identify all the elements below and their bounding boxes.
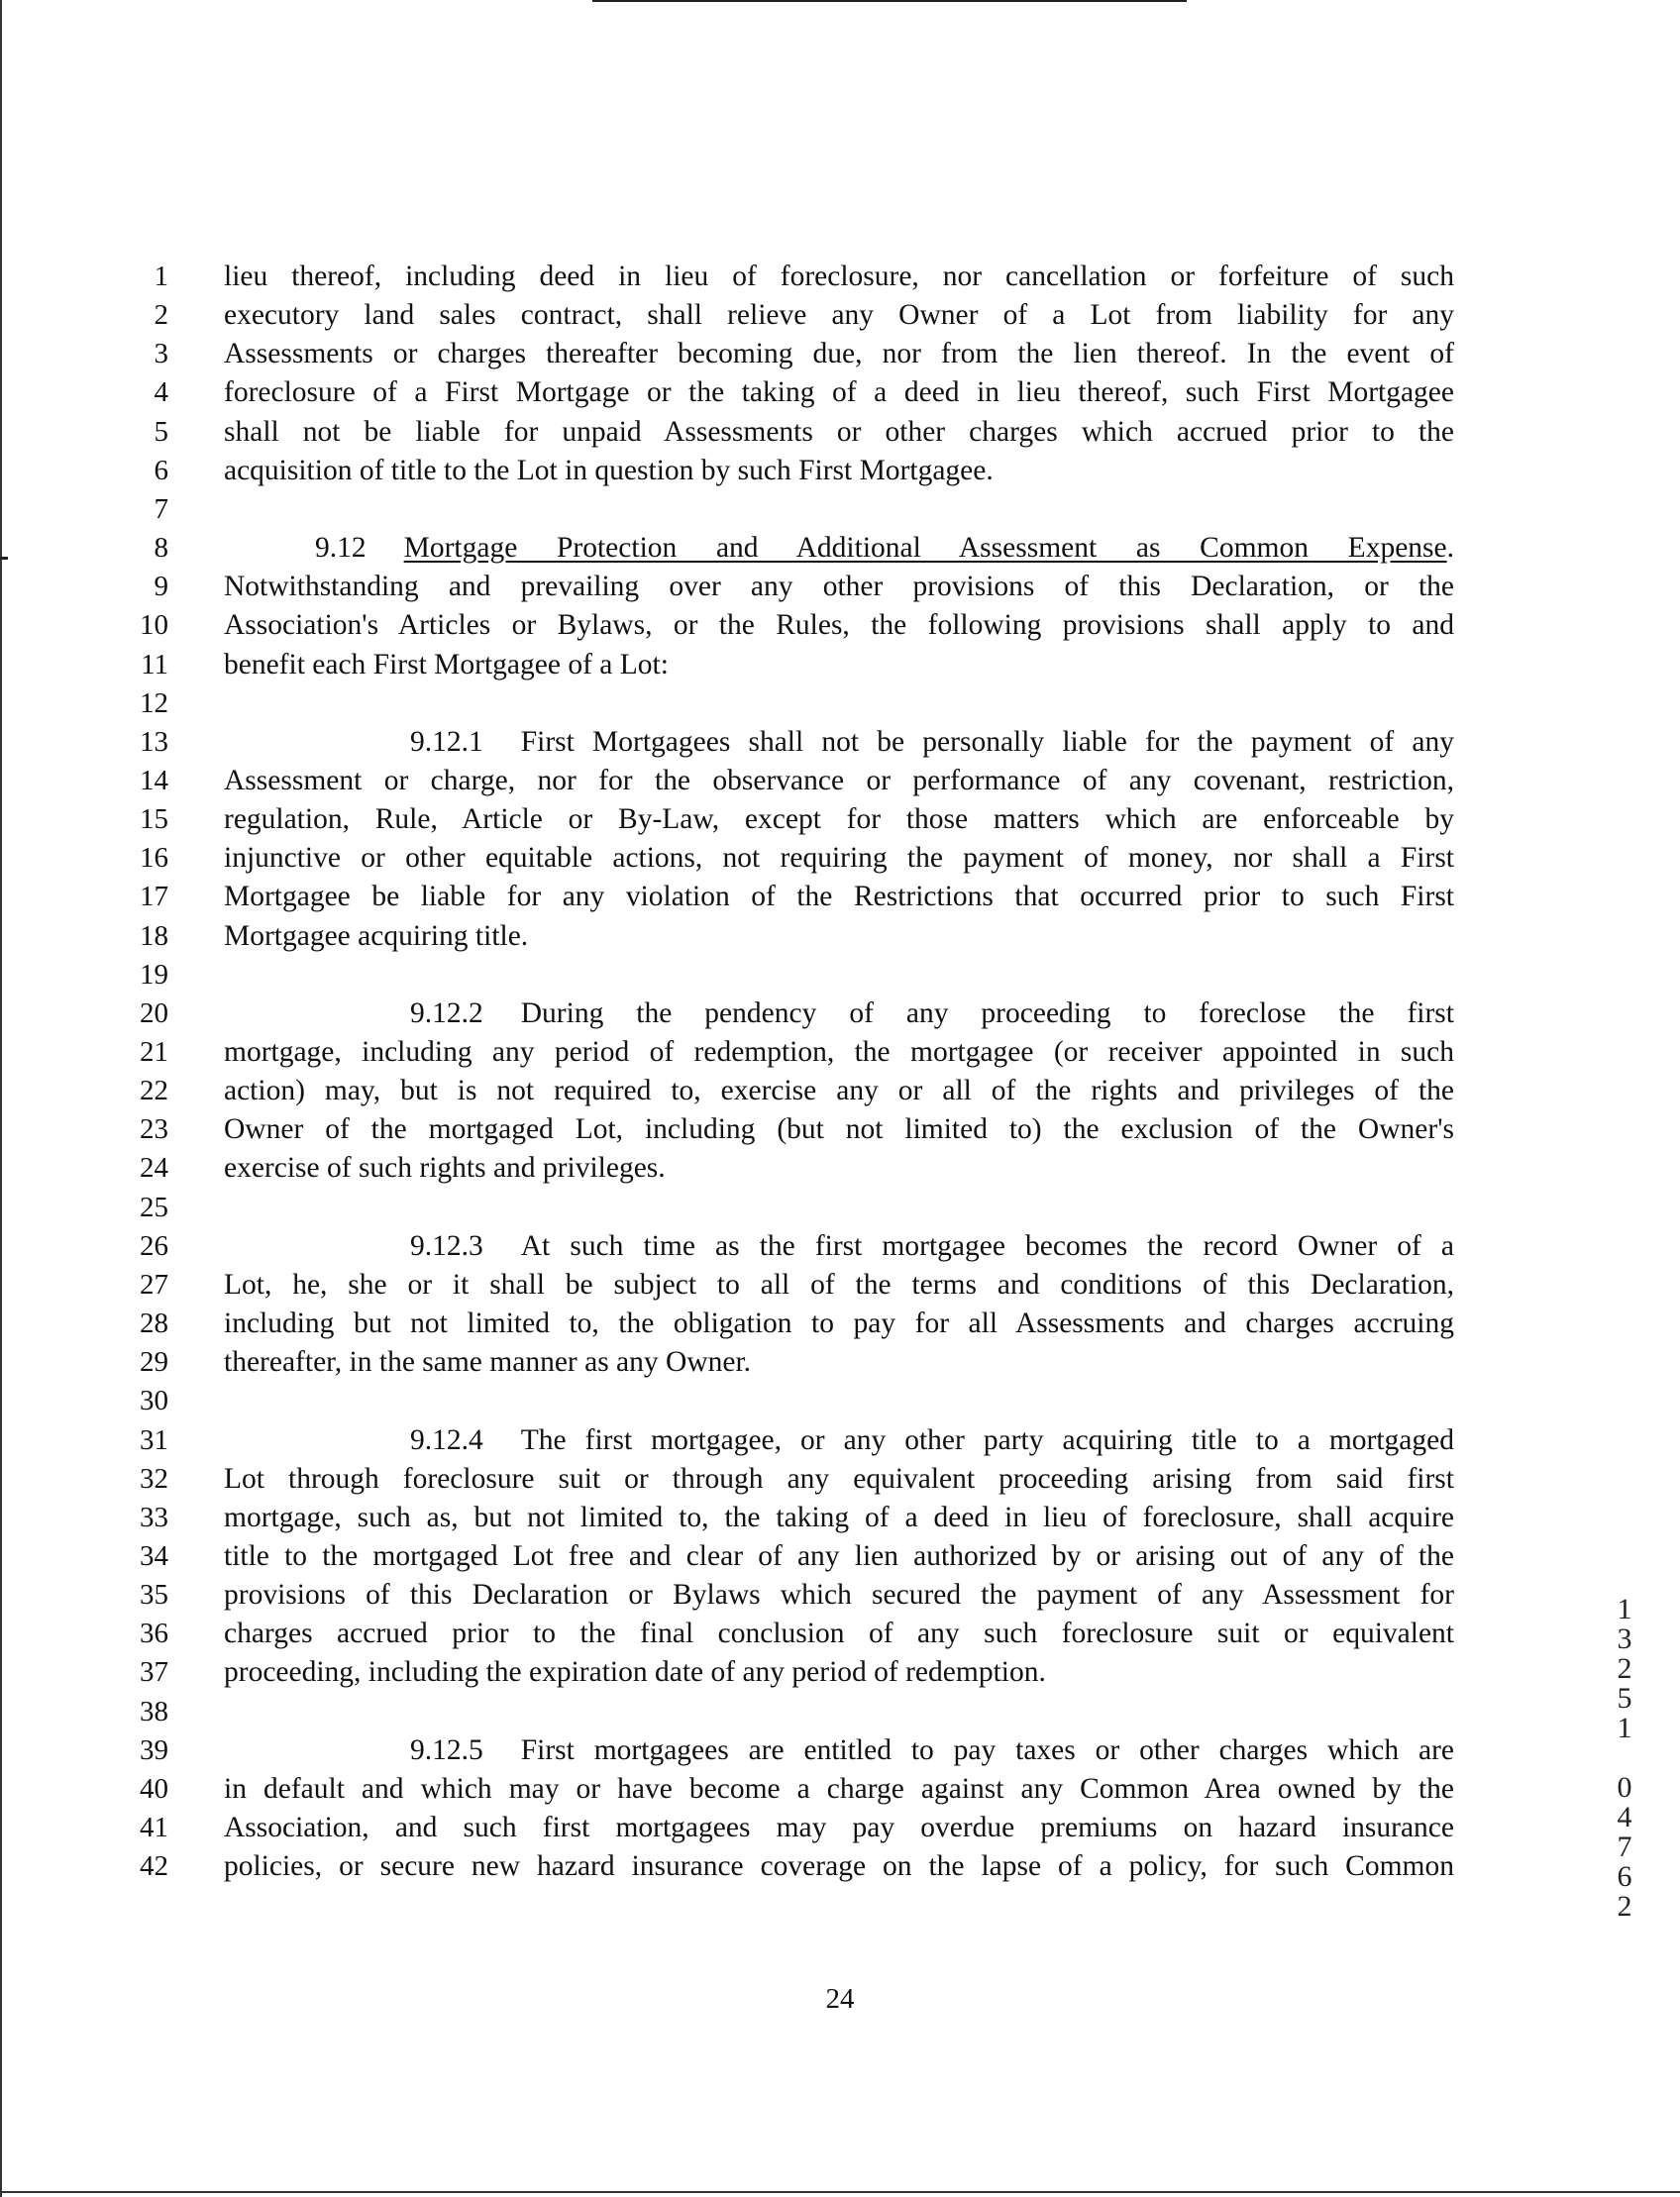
- line-text: Mortgagee be liable for any violation of the Restrictions that occurred prior to such First: [224, 881, 1454, 913]
- line-number: 5: [154, 415, 168, 448]
- line-number: 7: [154, 492, 168, 525]
- document-line: [0, 994, 1680, 1033]
- line-text: [224, 529, 1454, 568]
- heading-period: .: [1446, 532, 1454, 565]
- subsection-text: First Mortgagees shall not be personally liable for the payment of any: [520, 725, 1454, 758]
- line-text: acquisition of title to the Lot in question by such First Mortgagee.: [224, 454, 994, 486]
- stamp-digit: 6: [1617, 1860, 1632, 1893]
- document-line: [0, 606, 1680, 645]
- document-line: [0, 1770, 1680, 1809]
- line-text: thereafter, in the same manner as any Owner.: [224, 1346, 752, 1379]
- line-number: 18: [140, 919, 168, 952]
- document-line: [0, 568, 1680, 606]
- document-line: [0, 1460, 1680, 1499]
- line-number: 4: [154, 376, 168, 409]
- line-text: executory land sales contract, shall relieve any Owner of a Lot from liability for any: [224, 299, 1454, 332]
- line-text: in default and which may or have become a charge against any Common Area owned by the: [224, 1772, 1454, 1805]
- document-line: [0, 762, 1680, 800]
- document-line: [0, 1537, 1680, 1576]
- stamp-digit: [1605, 1743, 1644, 1773]
- document-line: [0, 529, 1680, 568]
- document-line: [0, 1615, 1680, 1653]
- section-heading: Mortgage Protection and Additional Assessment as Common Expense: [403, 532, 1447, 565]
- line-text: Mortgagee acquiring title.: [224, 919, 529, 952]
- line-number: 36: [140, 1618, 168, 1650]
- line-number: 10: [140, 609, 168, 642]
- line-text: Assessment or charge, nor for the observance or performance of any covenant, restriction,: [224, 764, 1454, 796]
- line-text: Lot through foreclosure suit or through any equivalent proceeding arising from said first: [224, 1462, 1454, 1495]
- document-line: [0, 1227, 1680, 1266]
- stamp-digit: 1: [1617, 1712, 1632, 1744]
- line-number: 17: [140, 881, 168, 913]
- document-line: [0, 1305, 1680, 1343]
- subsection-text: During the pendency of any proceeding to foreclose the first: [520, 996, 1454, 1029]
- line-text: Notwithstanding and prevailing over any other provisions of this Declaration, or the: [224, 571, 1454, 603]
- line-text: Association's Articles or Bylaws, or the Rules, the following provisions shall apply to and: [224, 609, 1454, 642]
- stamp-digit: 0: [1617, 1771, 1632, 1804]
- line-text: injunctive or other equitable actions, not requiring the payment of money, nor shall a First: [224, 842, 1454, 875]
- line-text: mortgage, including any period of redemption, the mortgagee (or receiver appointed in such: [224, 1036, 1454, 1068]
- subsection-text: The first mortgagee, or any other party acquiring title to a mortgaged: [520, 1423, 1454, 1456]
- line-text: Owner of the mortgaged Lot, including (but not limited to) the exclusion of the Owner's: [224, 1113, 1454, 1146]
- line-number: 31: [140, 1423, 168, 1456]
- subsection-number: 9.12.5: [410, 1733, 483, 1766]
- document-line: [0, 1421, 1680, 1460]
- document-line: [0, 1343, 1680, 1382]
- document-line: [0, 413, 1680, 452]
- document-line: [0, 1731, 1680, 1770]
- subsection-number: 9.12.3: [410, 1229, 483, 1262]
- line-text: [224, 994, 1454, 1033]
- stamp-digit: 3: [1617, 1622, 1632, 1655]
- line-number: 9: [154, 571, 168, 603]
- stamp-digit: 5: [1617, 1682, 1632, 1715]
- line-number: 40: [140, 1772, 168, 1805]
- stamp-digit: 2: [1617, 1890, 1632, 1923]
- document-line: [0, 335, 1680, 373]
- line-number: 38: [140, 1695, 168, 1727]
- page-number: 24: [825, 1983, 855, 2015]
- document-line: [0, 258, 1680, 296]
- line-number: 27: [140, 1268, 168, 1301]
- line-text: including but not limited to, the obligation to pay for all Assessments and charges accruing: [224, 1308, 1454, 1340]
- line-number: 20: [140, 996, 168, 1029]
- line-number: 41: [140, 1812, 168, 1843]
- line-text: [224, 1421, 1454, 1460]
- line-text: proceeding, including the expiration date of any period of redemption.: [224, 1656, 1046, 1689]
- line-text: Assessments or charges thereafter becoming due, nor from the lien thereof. In the event of: [224, 338, 1454, 370]
- line-number: 30: [140, 1385, 168, 1417]
- line-number: 21: [140, 1036, 168, 1068]
- line-number: 12: [140, 686, 168, 719]
- line-text: [224, 1731, 1454, 1770]
- subsection-number: 9.12.4: [410, 1423, 483, 1456]
- document-line: [0, 839, 1680, 878]
- stamp-digit: 7: [1617, 1831, 1632, 1863]
- line-text: policies, or secure new hazard insurance coverage on the lapse of a policy, for such Common: [224, 1850, 1454, 1883]
- document-line: [0, 1382, 1680, 1420]
- document-line: [0, 1033, 1680, 1072]
- document-line: [0, 1499, 1680, 1537]
- stamp-digit: 4: [1617, 1801, 1632, 1833]
- document-line: [0, 373, 1680, 412]
- line-text: Lot, he, she or it shall be subject to all of the terms and conditions of this Declaration,: [224, 1268, 1454, 1301]
- subsection-number: 9.12.1: [410, 725, 483, 758]
- document-line: [0, 1072, 1680, 1110]
- document-line: [0, 490, 1680, 529]
- line-number: 1: [154, 261, 168, 292]
- line-text: mortgage, such as, but not limited to, the taking of a deed in lieu of foreclosure, shall acquire: [224, 1501, 1454, 1533]
- line-text: benefit each First Mortgagee of a Lot:: [224, 648, 669, 680]
- line-number: 14: [140, 764, 168, 796]
- document-line: [0, 1576, 1680, 1615]
- line-number: 23: [140, 1113, 168, 1146]
- line-number: 6: [154, 454, 168, 486]
- subsection-text: First mortgagees are entitled to pay taxes or other charges which are: [520, 1733, 1454, 1766]
- line-number: 2: [154, 299, 168, 332]
- line-number: 16: [140, 842, 168, 875]
- line-text: [224, 1227, 1454, 1266]
- line-number: 15: [140, 803, 168, 836]
- document-line: [0, 1266, 1680, 1305]
- line-number: 24: [140, 1152, 168, 1185]
- document-line: [0, 1809, 1680, 1847]
- recording-stamp: [1605, 1595, 1644, 1922]
- line-number: 35: [140, 1579, 168, 1612]
- line-number: 32: [140, 1462, 168, 1495]
- line-number: 28: [140, 1308, 168, 1340]
- line-number: 25: [140, 1191, 168, 1223]
- line-number: 29: [140, 1346, 168, 1379]
- line-number: 3: [154, 338, 168, 370]
- line-number: 11: [141, 648, 168, 680]
- line-number: 33: [140, 1501, 168, 1533]
- line-number: 22: [140, 1075, 168, 1107]
- line-number: 39: [140, 1733, 168, 1766]
- document-line: [0, 684, 1680, 723]
- line-text: action) may, but is not required to, exercise any or all of the rights and privileges of the: [224, 1075, 1454, 1107]
- line-number: 26: [140, 1229, 168, 1262]
- document-line: [0, 1847, 1680, 1886]
- document-line: [0, 1149, 1680, 1188]
- line-number: 37: [140, 1656, 168, 1689]
- line-number: 13: [140, 725, 168, 758]
- document-line: [0, 800, 1680, 839]
- line-text: [224, 723, 1454, 762]
- subsection-text: At such time as the first mortgagee becomes the record Owner of a: [520, 1229, 1454, 1262]
- line-number: 34: [140, 1539, 168, 1572]
- document-line: [0, 452, 1680, 490]
- document-line: [0, 723, 1680, 762]
- stamp-digit: 2: [1617, 1652, 1632, 1685]
- line-text: title to the mortgaged Lot free and clear of any lien authorized by or arising out of any of the: [224, 1539, 1454, 1572]
- document-line: [0, 1653, 1680, 1692]
- line-number: 19: [140, 958, 168, 991]
- line-text: shall not be liable for unpaid Assessments or other charges which accrued prior to the: [224, 415, 1454, 448]
- line-text: regulation, Rule, Article or By-Law, except for those matters which are enforceable by: [224, 803, 1454, 836]
- document-line: [0, 917, 1680, 956]
- stamp-digit: 1: [1617, 1593, 1632, 1625]
- section-number: 9.12: [315, 532, 367, 565]
- document-line: [0, 1110, 1680, 1149]
- line-text: provisions of this Declaration or Bylaws which secured the payment of any Assessment for: [224, 1579, 1454, 1612]
- line-text: foreclosure of a First Mortgage or the taking of a deed in lieu thereof, such First Mortgagee: [224, 376, 1454, 409]
- line-text: Association, and such first mortgagees may pay overdue premiums on hazard insurance: [224, 1812, 1454, 1843]
- line-number: 42: [140, 1850, 168, 1883]
- document-line: [0, 878, 1680, 916]
- subsection-number: 9.12.2: [410, 996, 483, 1029]
- line-text: charges accrued prior to the final conclusion of any such foreclosure suit or equivalent: [224, 1618, 1454, 1650]
- document-line: [0, 646, 1680, 684]
- document-line: [0, 1693, 1680, 1731]
- document-line: [0, 956, 1680, 994]
- line-text: exercise of such rights and privileges.: [224, 1152, 666, 1185]
- line-text: lieu thereof, including deed in lieu of foreclosure, nor cancellation or forfeiture of such: [224, 261, 1454, 292]
- document-line: [0, 1189, 1680, 1227]
- line-number: 8: [154, 532, 168, 565]
- document-line: [0, 296, 1680, 335]
